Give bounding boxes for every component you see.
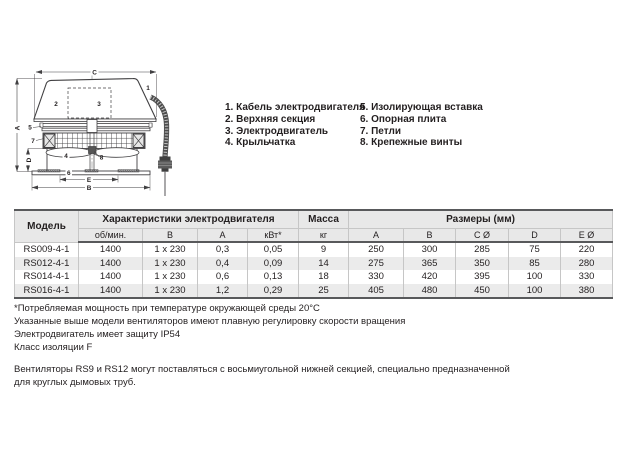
dim-label-e: Е (86, 177, 92, 184)
col-header-mass-group: Масса (299, 210, 349, 229)
notes (14, 302, 510, 389)
table-cell: 1400 (79, 284, 143, 299)
col-header-dim-d: D (509, 229, 561, 243)
table-row (15, 284, 613, 299)
part-number-6: 6 (67, 169, 71, 177)
col-header-amp: А (198, 229, 248, 243)
col-header-model: Модель (15, 210, 79, 242)
part-number-3: 3 (97, 101, 101, 108)
part-number-1: 1 (146, 85, 150, 92)
table-cell: 0,09 (248, 257, 299, 271)
col-header-rpm: об/мин. (79, 229, 143, 243)
fan-cap (34, 79, 156, 122)
table-cell: 1400 (79, 270, 143, 284)
table-cell: 75 (509, 242, 561, 257)
table-row (15, 270, 613, 284)
parts-legend-col2 (360, 102, 483, 149)
table-cell: 275 (349, 257, 404, 271)
dim-label-c: C (92, 69, 97, 77)
col-header-dim-b: B (404, 229, 456, 243)
legend-item: 6. Опорная плита (360, 113, 447, 125)
table-cell: 0,3 (198, 242, 248, 257)
table-cell: 0,4 (198, 257, 248, 271)
table-cell: 420 (404, 270, 456, 284)
table-cell: 330 (349, 270, 404, 284)
table-header-groups (15, 210, 613, 229)
table-row (15, 257, 613, 271)
table-cell: 450 (456, 284, 509, 299)
note-line: для круглых дымовых труб. (14, 377, 136, 388)
table-cell: 100 (509, 284, 561, 299)
dim-label-b: В (86, 185, 92, 192)
col-header-volt: В (143, 229, 198, 243)
table-cell-model: RS014-4-1 (15, 270, 79, 284)
base-plate (32, 170, 150, 175)
legend-item: 3. Электродвигатель (225, 125, 329, 137)
legend-item: 2. Верхняя секция (225, 113, 316, 125)
note-line: Класс изоляции F (14, 342, 93, 353)
col-header-dim-a: A (349, 229, 404, 243)
table-cell: 18 (299, 270, 349, 284)
note-line: Электродвигатель имеет защиту IP54 (14, 329, 181, 340)
table-cell: 1 x 230 (143, 242, 198, 257)
table-cell: 220 (561, 242, 613, 257)
note-line: Вентиляторы RS9 и RS12 могут поставляться с восьмиугольной нижней секцией, специально предназначенной (14, 364, 510, 375)
dim-label-a: A (14, 125, 22, 131)
legend-item: 7. Петли (360, 125, 402, 137)
table-cell: 14 (299, 257, 349, 271)
table-cell: 250 (349, 242, 404, 257)
table-cell: 280 (561, 257, 613, 271)
table-cell: 480 (404, 284, 456, 299)
table-cell: 380 (561, 284, 613, 299)
table-cell: 0,6 (198, 270, 248, 284)
part-number-7: 7 (31, 138, 35, 145)
legend-item: 1. Кабель электродвигателя (225, 102, 365, 113)
part-number-8: 8 (99, 154, 104, 162)
table-cell-model: RS009-4-1 (15, 242, 79, 257)
table-cell: 9 (299, 242, 349, 257)
table-cell: 365 (404, 257, 456, 271)
table-cell: 1 x 230 (143, 257, 198, 271)
table-cell: 0,05 (248, 242, 299, 257)
motor-mount (87, 120, 97, 133)
table-cell: 285 (456, 242, 509, 257)
table-cell: 0,29 (248, 284, 299, 299)
legend-item: 5. Изолирующая вставка (360, 102, 483, 113)
part-number-4: 4 (64, 153, 68, 160)
parts-legend-col1 (225, 102, 365, 149)
note-line: *Потребляемая мощность при температуре окружающей среды 20°С (14, 303, 320, 314)
table-row (15, 242, 613, 257)
table-cell: 1 x 230 (143, 270, 198, 284)
note-line: Указанные выше модели вентиляторов имеют плавную регулировку скорости вращения (14, 316, 406, 327)
table-cell: 1400 (79, 242, 143, 257)
table-cell: 1400 (79, 257, 143, 271)
col-header-dims-group: Размеры (мм) (349, 210, 613, 229)
table-cell: 100 (509, 270, 561, 284)
col-header-dim-e: E Ø (561, 229, 613, 243)
col-header-motor-group: Характеристики электродвигателя (79, 210, 299, 229)
col-header-kg: кг (299, 229, 349, 243)
table-cell: 395 (456, 270, 509, 284)
fan-technical-drawing (8, 50, 213, 200)
table-cell: 1 x 230 (143, 284, 198, 299)
table-cell: 350 (456, 257, 509, 271)
legend-item: 8. Крепежные винты (360, 137, 463, 149)
table-cell: 85 (509, 257, 561, 271)
table-cell-model: RS012-4-1 (15, 257, 79, 271)
power-cable (151, 97, 173, 196)
table-header-units (15, 229, 613, 243)
table-cell: 330 (561, 270, 613, 284)
part-number-2: 2 (54, 101, 58, 108)
dim-label-d: D (25, 157, 33, 163)
note-paragraph (14, 363, 510, 389)
table-cell: 0,13 (248, 270, 299, 284)
col-header-kw: кВт* (248, 229, 299, 243)
table-cell: 1,2 (198, 284, 248, 299)
legend-item: 4. Крыльчатка (225, 137, 296, 149)
spec-table (14, 209, 613, 299)
col-header-dim-c: C Ø (456, 229, 509, 243)
table-cell: 405 (349, 284, 404, 299)
table-cell: 25 (299, 284, 349, 299)
part-number-5: 5 (28, 124, 32, 132)
table-cell-model: RS016-4-1 (15, 284, 79, 299)
table-cell: 300 (404, 242, 456, 257)
